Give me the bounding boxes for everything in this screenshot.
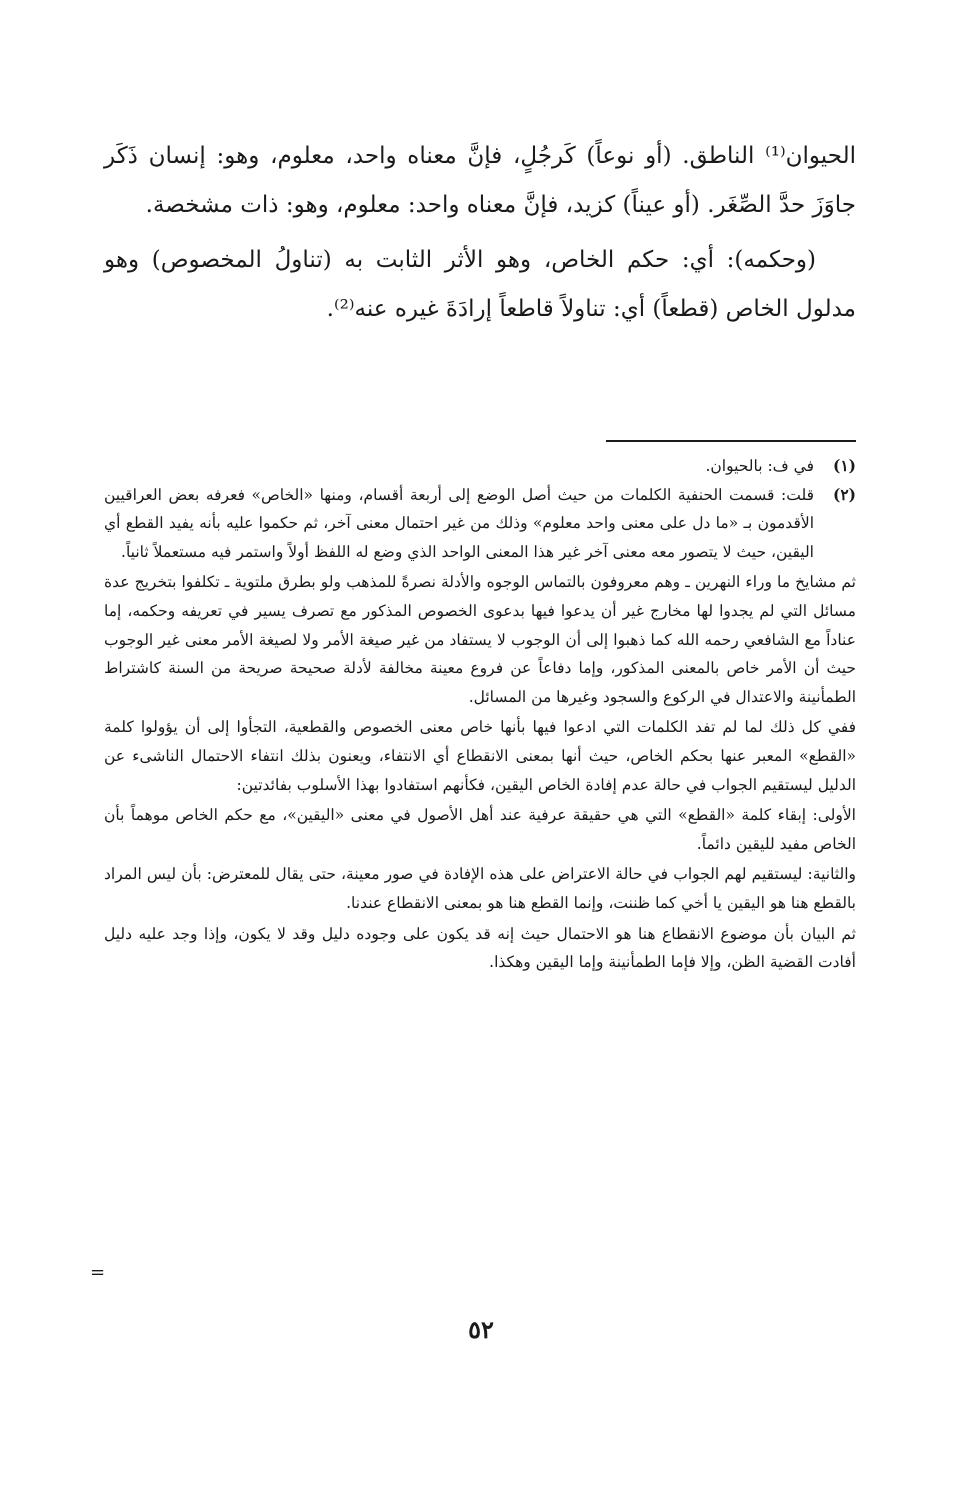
main-paragraph: (وحكمه): أي: حكم الخاص، وهو الأثر الثابت به (تناولُ المخصوص) وهو مدلول الخاص (قطعاً) أي: تناولاً قاطعاً إرادَةَ غيره عنه⁽²⁾. [104, 247, 856, 322]
footnote-paragraph: ثم مشايخ ما وراء النهرين ـ وهم معروفون بالتماس الوجوه والأدلة نصرةً للمذهب ولو بطرق ملتوية ـ تكلفوا بتخريج عدة مسائل التي لم يجدوا لها مخارج غير أن يدعوا فيها بدعوى الخصوص المذكور مع تصرف يسير في تعريفه وحكمه، إما عناداً مع الشافعي رحمه الله كما ذهبوا إلى أن الوجوب لا يستفاد من غير صيغة الأمر ولا لصيغة الأمر معنى غير الوجوب حيث أن الأمر خاص بالمعنى المذكور، وإما دفاعاً عن فروع معينة مخالفة لأدلة صحيحة صريحة من السنة كاشتراط الطمأنينة والاعتدال في الركوع والسجود وغيرها من المسائل. [104, 573, 856, 706]
footnote-2 [104, 481, 856, 567]
footnotes [104, 452, 856, 977]
footnote-text: في ف: بالحيوان. [705, 457, 814, 475]
main-paragraph: الحيوان⁽¹⁾ الناطق. (أو نوعاً) كَرجُلٍ، فإنَّ معناه واحد، معلوم، وهو: إنسان ذَكَر جاوَزَ حدَّ الصِّغَر. (أو عيناً) كزيد، فإنَّ معناه واحد: معلوم، وهو: ذات مشخصة. [104, 143, 856, 218]
footnote-paragraph: ففي كل ذلك لما لم تفد الكلمات التي ادعوا فيها بأنها خاص معنى الخصوص والقطعية، التجأوا إلى أن يؤولوا كلمة «القطع» المعبر عنها بحكم الخاص، حيث أنها بمعنى الانقطاع أي الانتفاء، ويعنون بذلك انتفاء الاحتمال الناشىء عن الدليل ليستقيم الجواب في حالة عدم إفادة الخاص اليقين، فكأنهم استفادوا بهذا الأسلوب بفائدتين: [104, 718, 856, 794]
page-number: ٥٢ [468, 1315, 494, 1344]
main-text [104, 132, 856, 334]
continuation-mark: = [90, 1262, 106, 1283]
footnote-1 [104, 452, 856, 481]
footnote-paragraph: ثم البيان بأن موضوع الانقطاع هنا هو الاحتمال حيث إنه قد يكون على وجوده دليل وقد لا يكون، وإذا وجد عليه دليل أفادت القضية الظن، وإلا فإما الطمأنينة وإما اليقين وهكذا. [104, 924, 856, 972]
footnote-number: (١) [832, 456, 856, 475]
footnote-paragraph: الأولى: إبقاء كلمة «القطع» التي هي حقيقة عرفية عند أهل الأصول في معنى «اليقين»، مع حكم الخاص موهماً بأن الخاص مفيد لليقين دائماً. [104, 806, 856, 853]
footnote-paragraph: قلت: قسمت الحنفية الكلمات من حيث أصل الوضع إلى أربعة أقسام، ومنها «الخاص» فعرفه بعض العراقيين الأقدمون بـ «ما دل على معنى واحد معلوم» وذلك من غير احتمال معنى آخر، ثم حكموا عليه بأنه يفيد القطع أي اليقين، حيث لا يتصور معه معنى آخر غير هذا المعنى الواحد الذي وضع له اللفظ أولاً واستمر فيه مستعملاً ثانياً. [104, 485, 814, 561]
footnote-separator [606, 440, 856, 442]
footnote-number: (٢) [832, 484, 856, 504]
footnote-paragraph: والثانية: ليستقيم لهم الجواب في حالة الاعتراض على هذه الإفادة في صور معينة، حتى يقال للمعترض: بأن ليس المراد بالقطع هنا هو اليقين يا أخي كما ظننت، وإنما القطع هنا هو بمعنى الانقطاع عندنا. [104, 865, 856, 912]
